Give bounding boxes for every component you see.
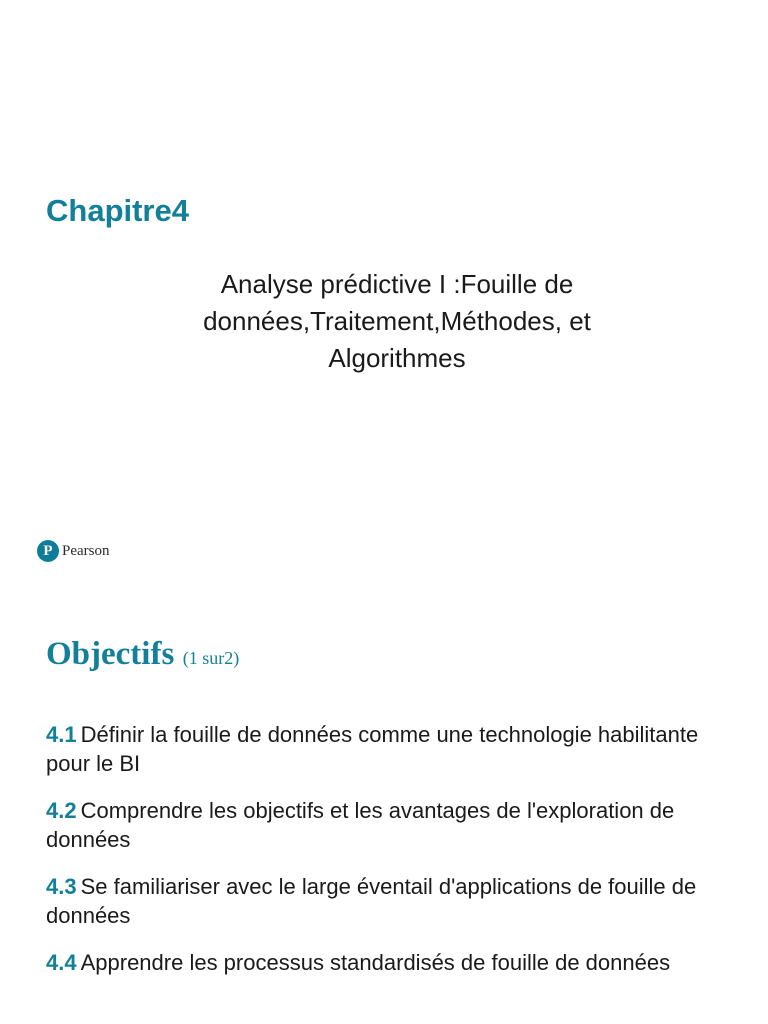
subtitle-line: données,Traitement,Méthodes, et (203, 306, 591, 336)
objective-number: 4.1 (46, 722, 77, 747)
objectives-list (46, 720, 736, 995)
objective-item (46, 796, 736, 854)
objective-text: Apprendre les processus standardisés de fouille de données (80, 950, 671, 975)
objective-item (46, 720, 736, 778)
objective-item (46, 872, 736, 930)
pearson-logo (37, 540, 110, 562)
objective-text: Comprendre les objectifs et les avantages de l'exploration de données (46, 798, 675, 852)
pearson-logo-icon: P (37, 540, 59, 562)
objective-number: 4.4 (46, 950, 77, 975)
chapter-title: Chapitre4 (46, 193, 189, 228)
objectives-page-indicator: (1 sur2) (182, 648, 240, 668)
subtitle-line: Analyse prédictive I :Fouille de (220, 269, 574, 299)
objectives-title (46, 636, 239, 673)
pearson-logo-text: Pearson (62, 542, 110, 559)
objective-text: Se familiariser avec le large éventail d'applications de fouille de données (46, 874, 697, 928)
objective-number: 4.3 (46, 874, 77, 899)
objective-text: Définir la fouille de données comme une technologie habilitante pour le BI (46, 722, 699, 776)
objectives-slide (0, 590, 768, 1024)
objective-number: 4.2 (46, 798, 77, 823)
chapter-subtitle (120, 266, 674, 377)
objectives-heading: Objectifs (46, 636, 175, 672)
subtitle-line: Algorithmes (328, 343, 466, 373)
objective-item (46, 948, 736, 977)
